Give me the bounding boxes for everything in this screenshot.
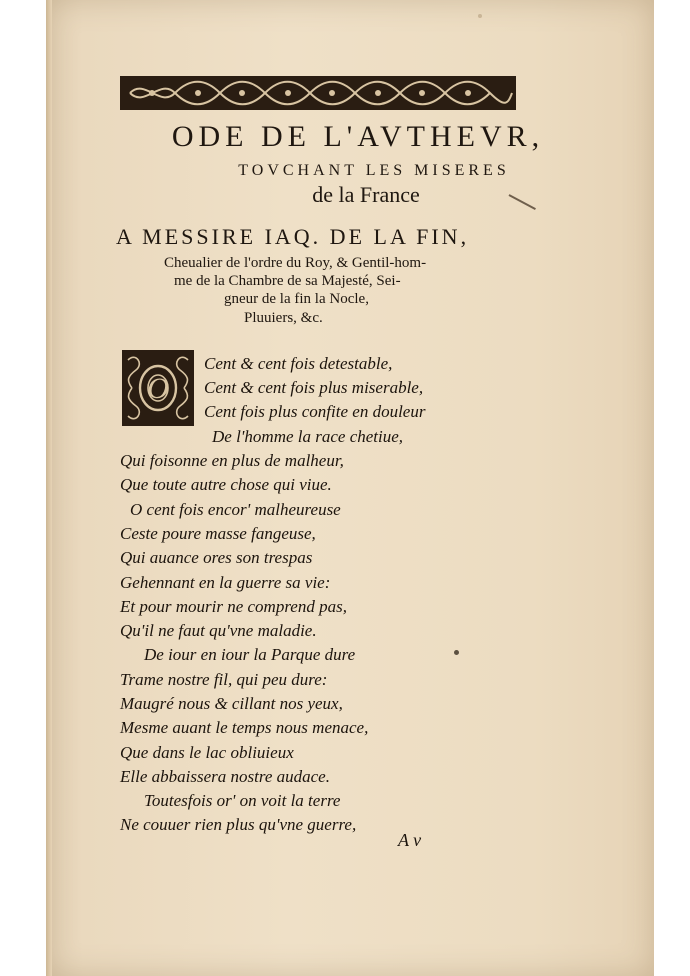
page-subtitle-line2: de la France (312, 182, 420, 207)
signature-mark: A v (398, 830, 422, 850)
verse-line: Que dans le lac obliuieux (120, 743, 294, 762)
verse-line: Cent fois plus confite en douleur (204, 402, 426, 421)
verse-line: Qui auance ores son trespas (120, 548, 313, 567)
verse-line: Elle abbaissera nostre audace. (120, 767, 330, 786)
verse-line: Cent & cent fois detestable, (204, 354, 393, 373)
verse-line: O cent fois encor' malheureuse (130, 500, 341, 519)
ink-spot (478, 14, 482, 18)
drop-cap-ornament (122, 350, 194, 426)
verse-line: Que toute autre chose qui viue. (120, 475, 332, 494)
verse-line: Qu'il ne faut qu'vne maladie. (120, 621, 317, 640)
page-subtitle: TOVCHANT LES MISERES (238, 162, 510, 179)
drop-cap-letter: O (147, 372, 169, 405)
dedication-line: Pluuiers, &c. (244, 310, 323, 326)
page-edge (46, 0, 52, 976)
verse-line: Trame nostre fil, qui peu dure: (120, 670, 328, 689)
verse-line: Gehennant en la guerre sa vie: (120, 573, 331, 592)
dedication-line: gneur de la fin la Nocle, (224, 291, 369, 307)
verse-line: De l'homme la race chetiue, (212, 427, 404, 446)
verse-line: Qui foisonne en plus de malheur, (120, 451, 344, 470)
page-title: ODE DE L'AVTHEVR, (171, 120, 545, 153)
dedication-line: Cheualier de l'ordre du Roy, & Gentil-hom- (164, 255, 427, 271)
ink-spot (454, 650, 459, 655)
ornament-band (120, 76, 516, 110)
verse-line: Toutesfois or' on voit la terre (144, 791, 341, 810)
verse-line: De iour en iour la Parque dure (144, 645, 356, 664)
verse-line: Ceste poure masse fangeuse, (120, 524, 316, 543)
book-page (46, 0, 654, 976)
dedication-line: me de la Chambre de sa Majesté, Sei- (174, 273, 401, 289)
verse-line: Maugré nous & cillant nos yeux, (120, 694, 343, 713)
verse-line: Ne couuer rien plus qu'vne guerre, (120, 815, 357, 834)
dedication-heading: A MESSIRE IAQ. DE LA FIN, (116, 224, 470, 249)
verse-line: Et pour mourir ne comprend pas, (120, 597, 347, 616)
verse-line: Mesme auant le temps nous menace, (120, 718, 369, 737)
verse-line: Cent & cent fois plus miserable, (204, 378, 424, 397)
